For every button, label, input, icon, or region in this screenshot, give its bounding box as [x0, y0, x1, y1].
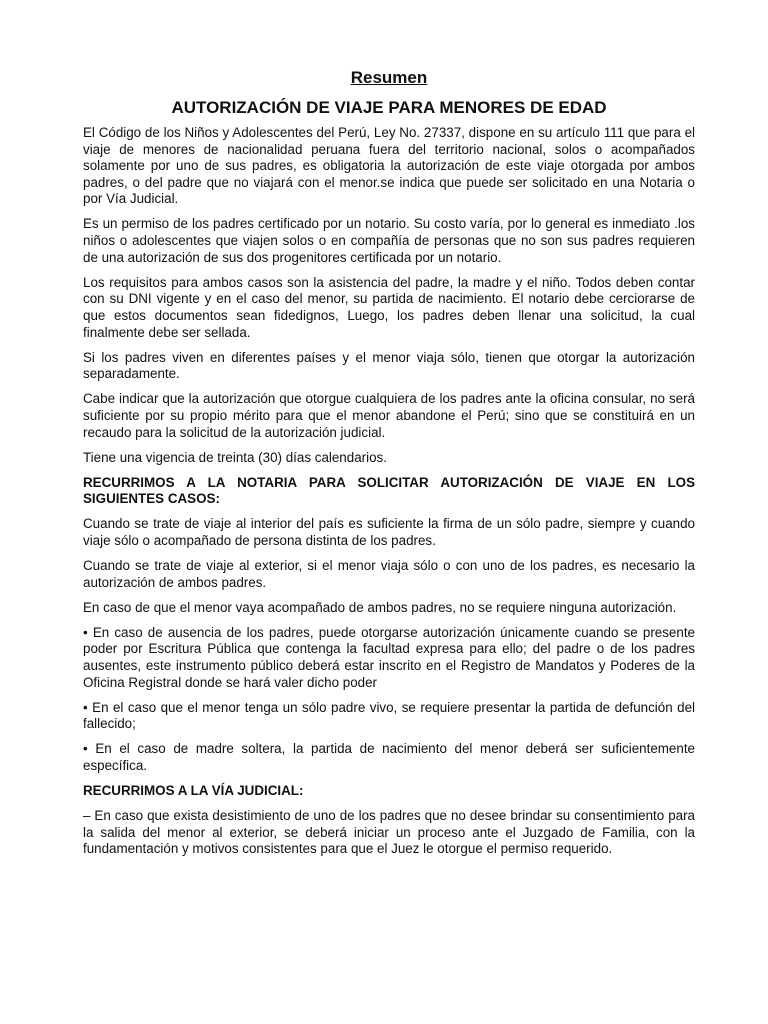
paragraph: Tiene una vigencia de treinta (30) días calendarios. — [83, 449, 387, 465]
paragraph: Es un permiso de los padres certificado por un notario. Su costo varía, por lo general es inmediato .los niños o adolescentes que viajen solos o en compañía de personas que no son sus padres requieren de una autorización de sus dos progenitores certificada por un notario. — [83, 216, 695, 265]
paragraph: • En el caso de madre soltera, la partida de nacimiento del menor deberá ser suficientemente específica. — [83, 741, 695, 773]
paragraph: • En caso de ausencia de los padres, puede otorgarse autorización únicamente cuando se presente poder por Escritura Pública que contenga la facultad expresa para ello; del padre o de los padres ausentes, este instrumento público deberá estar inscrito en el Registro de Mandatos y Poderes de la Oficina Registral donde se hará valer dicho poder — [83, 624, 695, 690]
paragraph: Si los padres viven en diferentes países y el menor viaja sólo, tienen que otorgar la autorización separadamente. — [83, 349, 695, 382]
document-subtitle: AUTORIZACIÓN DE VIAJE PARA MENORES DE EDAD — [171, 98, 607, 117]
paragraph: El Código de los Niños y Adolescentes del Perú, Ley No. 27337, dispone en su artículo 111 que para el viaje de menores de nacionalidad peruana fuera del territorio nacional, solos o acompañados solamente por uno de sus padres, es obligatoria la autorización de este viaje otorgada por ambos padres, o del padre que no viajará con el menor.se indica que puede ser solicitado en una Notaria o por Vía Judicial. — [83, 125, 695, 207]
paragraph: – En caso que exista desistimiento de uno de los padres que no desee brindar su consentimiento para la salida del menor al exterior, se deberá iniciar un proceso ante el Juzgado de Familia, con la fundamentación y motivos consistentes para que el Juez le otorgue el permiso requerido. — [83, 808, 695, 857]
paragraph: Cuando se trate de viaje al exterior, si el menor viaja sólo o con uno de los padres, es necesario la autorización de ambos padres. — [83, 558, 695, 590]
paragraph: Cabe indicar que la autorización que otorgue cualquiera de los padres ante la oficina consular, no será suficiente por su propio mérito para que el menor abandone el Perú; sino que se constituirá en un recaudo para la solicitud de la autorización judicial. — [83, 391, 695, 440]
section-heading: RECURRIMOS A LA NOTARIA PARA SOLICITAR AUTORIZACIÓN DE VIAJE EN LOS SIGUIENTES CASOS: — [83, 474, 695, 507]
document-body — [83, 125, 695, 858]
paragraph: En caso de que el menor vaya acompañado de ambos padres, no se requiere ninguna autorización. — [83, 599, 677, 615]
document-title: Resumen — [350, 68, 428, 87]
section-heading: RECURRIMOS A LA VÍA JUDICIAL: — [83, 783, 304, 799]
paragraph: Cuando se trate de viaje al interior del país es suficiente la firma de un sólo padre, siempre y cuando viaje sólo o acompañado de persona distinta de los padres. — [83, 516, 695, 548]
paragraph: • En el caso que el menor tenga un sólo padre vivo, se requiere presentar la partida de defunción del fallecido; — [83, 699, 695, 732]
paragraph: Los requisitos para ambos casos son la asistencia del padre, la madre y el niño. Todos deben contar con su DNI vigente y en el caso del menor, su partida de nacimiento. El notario debe cerciorarse de que estos documentos sean fidedignos, Luego, los padres deben llenar una solicitud, la cual finalmente debe ser sellada. — [83, 274, 695, 340]
